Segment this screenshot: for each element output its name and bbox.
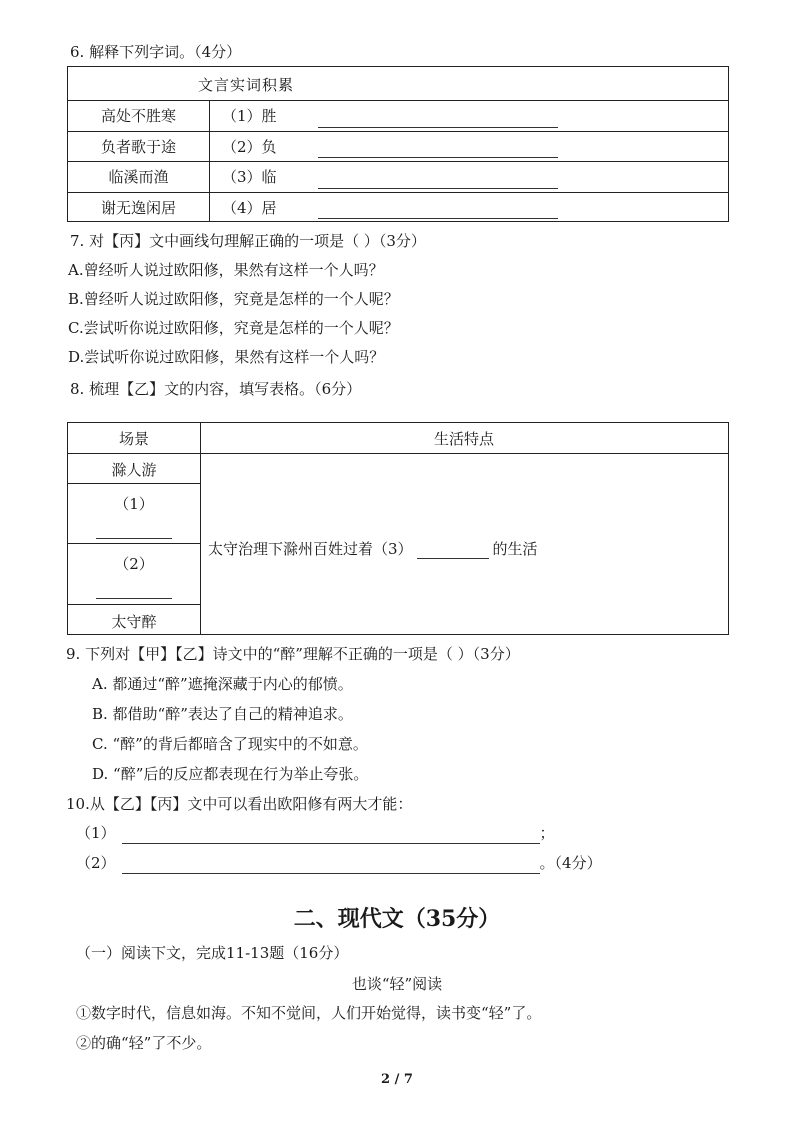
answer-blank[interactable] xyxy=(96,538,172,539)
q6-row-item: （2）负 xyxy=(222,137,277,156)
q6-row-3 xyxy=(68,161,728,193)
q8-scene-3: （2） xyxy=(114,555,154,573)
q8-title: 8. 梳理【乙】文的内容，填写表格。（6分） xyxy=(70,380,362,398)
q6-row-2 xyxy=(68,131,728,163)
q10-blank-1 xyxy=(76,823,555,844)
q6-row-phrase: 谢无逸闲居 xyxy=(100,198,176,217)
answer-blank[interactable] xyxy=(417,540,489,559)
page-number: 2 / 7 xyxy=(381,1072,413,1087)
q6-title: 6. 解释下列字词。（4分） xyxy=(70,43,242,61)
section-sub: （一）阅读下文，完成11-13题（16分） xyxy=(76,944,349,962)
q7-title: 7. 对【丙】文中画线句理解正确的一项是（ ）（3分） xyxy=(70,232,426,250)
q7-option-d: D.尝试听你说过欧阳修，果然有这样一个人吗？ xyxy=(68,348,385,366)
q6-row-phrase: 临溪而渔 xyxy=(108,168,169,186)
q8-table xyxy=(67,422,729,635)
q10-blank-2-label: （2） xyxy=(76,854,116,872)
q6-row-item: （4）居 xyxy=(222,198,277,217)
answer-blank[interactable] xyxy=(318,157,558,158)
q6-table-header-text: 文言实词积累 xyxy=(198,76,295,94)
q10-blank-1-end: ； xyxy=(539,824,555,842)
q8-description xyxy=(208,538,538,559)
article-para-2: ②的确“轻”了不少。 xyxy=(76,1034,212,1052)
q6-table-header xyxy=(68,67,728,101)
q6-row-1 xyxy=(68,100,728,132)
q6-row-phrase: 高处不胜寒 xyxy=(100,107,176,125)
answer-blank[interactable] xyxy=(318,218,558,219)
q6-row-item: （3）临 xyxy=(222,168,277,186)
answer-blank[interactable] xyxy=(122,853,540,874)
q7-option-a: A.曾经听人说过欧阳修，果然有这样一个人吗？ xyxy=(68,261,384,279)
answer-blank[interactable] xyxy=(96,598,172,599)
q10-blank-1-label: （1） xyxy=(76,824,116,842)
q7-option-c: C.尝试听你说过欧阳修，究竟是怎样的一个人呢？ xyxy=(68,319,399,337)
q10-blank-2-end: 。（4分） xyxy=(539,854,602,872)
q7-option-b: B.曾经听人说过欧阳修，究竟是怎样的一个人呢？ xyxy=(68,290,399,308)
section-heading: 二、现代文（35分） xyxy=(293,906,501,932)
answer-blank[interactable] xyxy=(318,127,558,128)
q8-description-suffix: 的生活 xyxy=(492,540,538,558)
article-title: 也谈“轻”阅读 xyxy=(351,975,443,993)
q9-option-a: A. 都通过“醉”遮掩深藏于内心的郁愤。 xyxy=(92,675,353,693)
answer-blank[interactable] xyxy=(318,188,558,189)
q9-option-d: D. “醉”后的反应都表现在行为举止夸张。 xyxy=(92,765,369,783)
q10-blank-2 xyxy=(76,853,602,874)
q8-scene-2: （1） xyxy=(114,495,154,513)
q10-title: 10.从【乙】【丙】文中可以看出欧阳修有两大才能： xyxy=(66,795,413,813)
q6-row-item: （1）胜 xyxy=(222,107,277,125)
q6-table xyxy=(67,66,729,222)
q9-title: 9. 下列对【甲】【乙】诗文中的“醉”理解不正确的一项是（ ）（3分） xyxy=(66,645,520,663)
q8-description-prefix: 太守治理下滁州百姓过着（3） xyxy=(208,540,413,558)
q8-col-scene: 场景 xyxy=(118,430,149,448)
q9-option-c: C. “醉”的背后都暗含了现实中的不如意。 xyxy=(92,735,368,753)
article-para-1: ①数字时代，信息如海。不知不觉间，人们开始觉得，读书变“轻”了。 xyxy=(76,1004,542,1022)
q6-row-4 xyxy=(68,192,728,223)
q8-scene-4: 太守醉 xyxy=(111,613,157,631)
q9-option-b: B. 都借助“醉”表达了自己的精神追求。 xyxy=(92,705,353,723)
answer-blank[interactable] xyxy=(122,823,540,844)
q6-row-phrase: 负者歌于途 xyxy=(100,137,176,156)
q8-col-feature: 生活特点 xyxy=(433,430,494,448)
q8-scene-1: 滁人游 xyxy=(111,461,157,479)
